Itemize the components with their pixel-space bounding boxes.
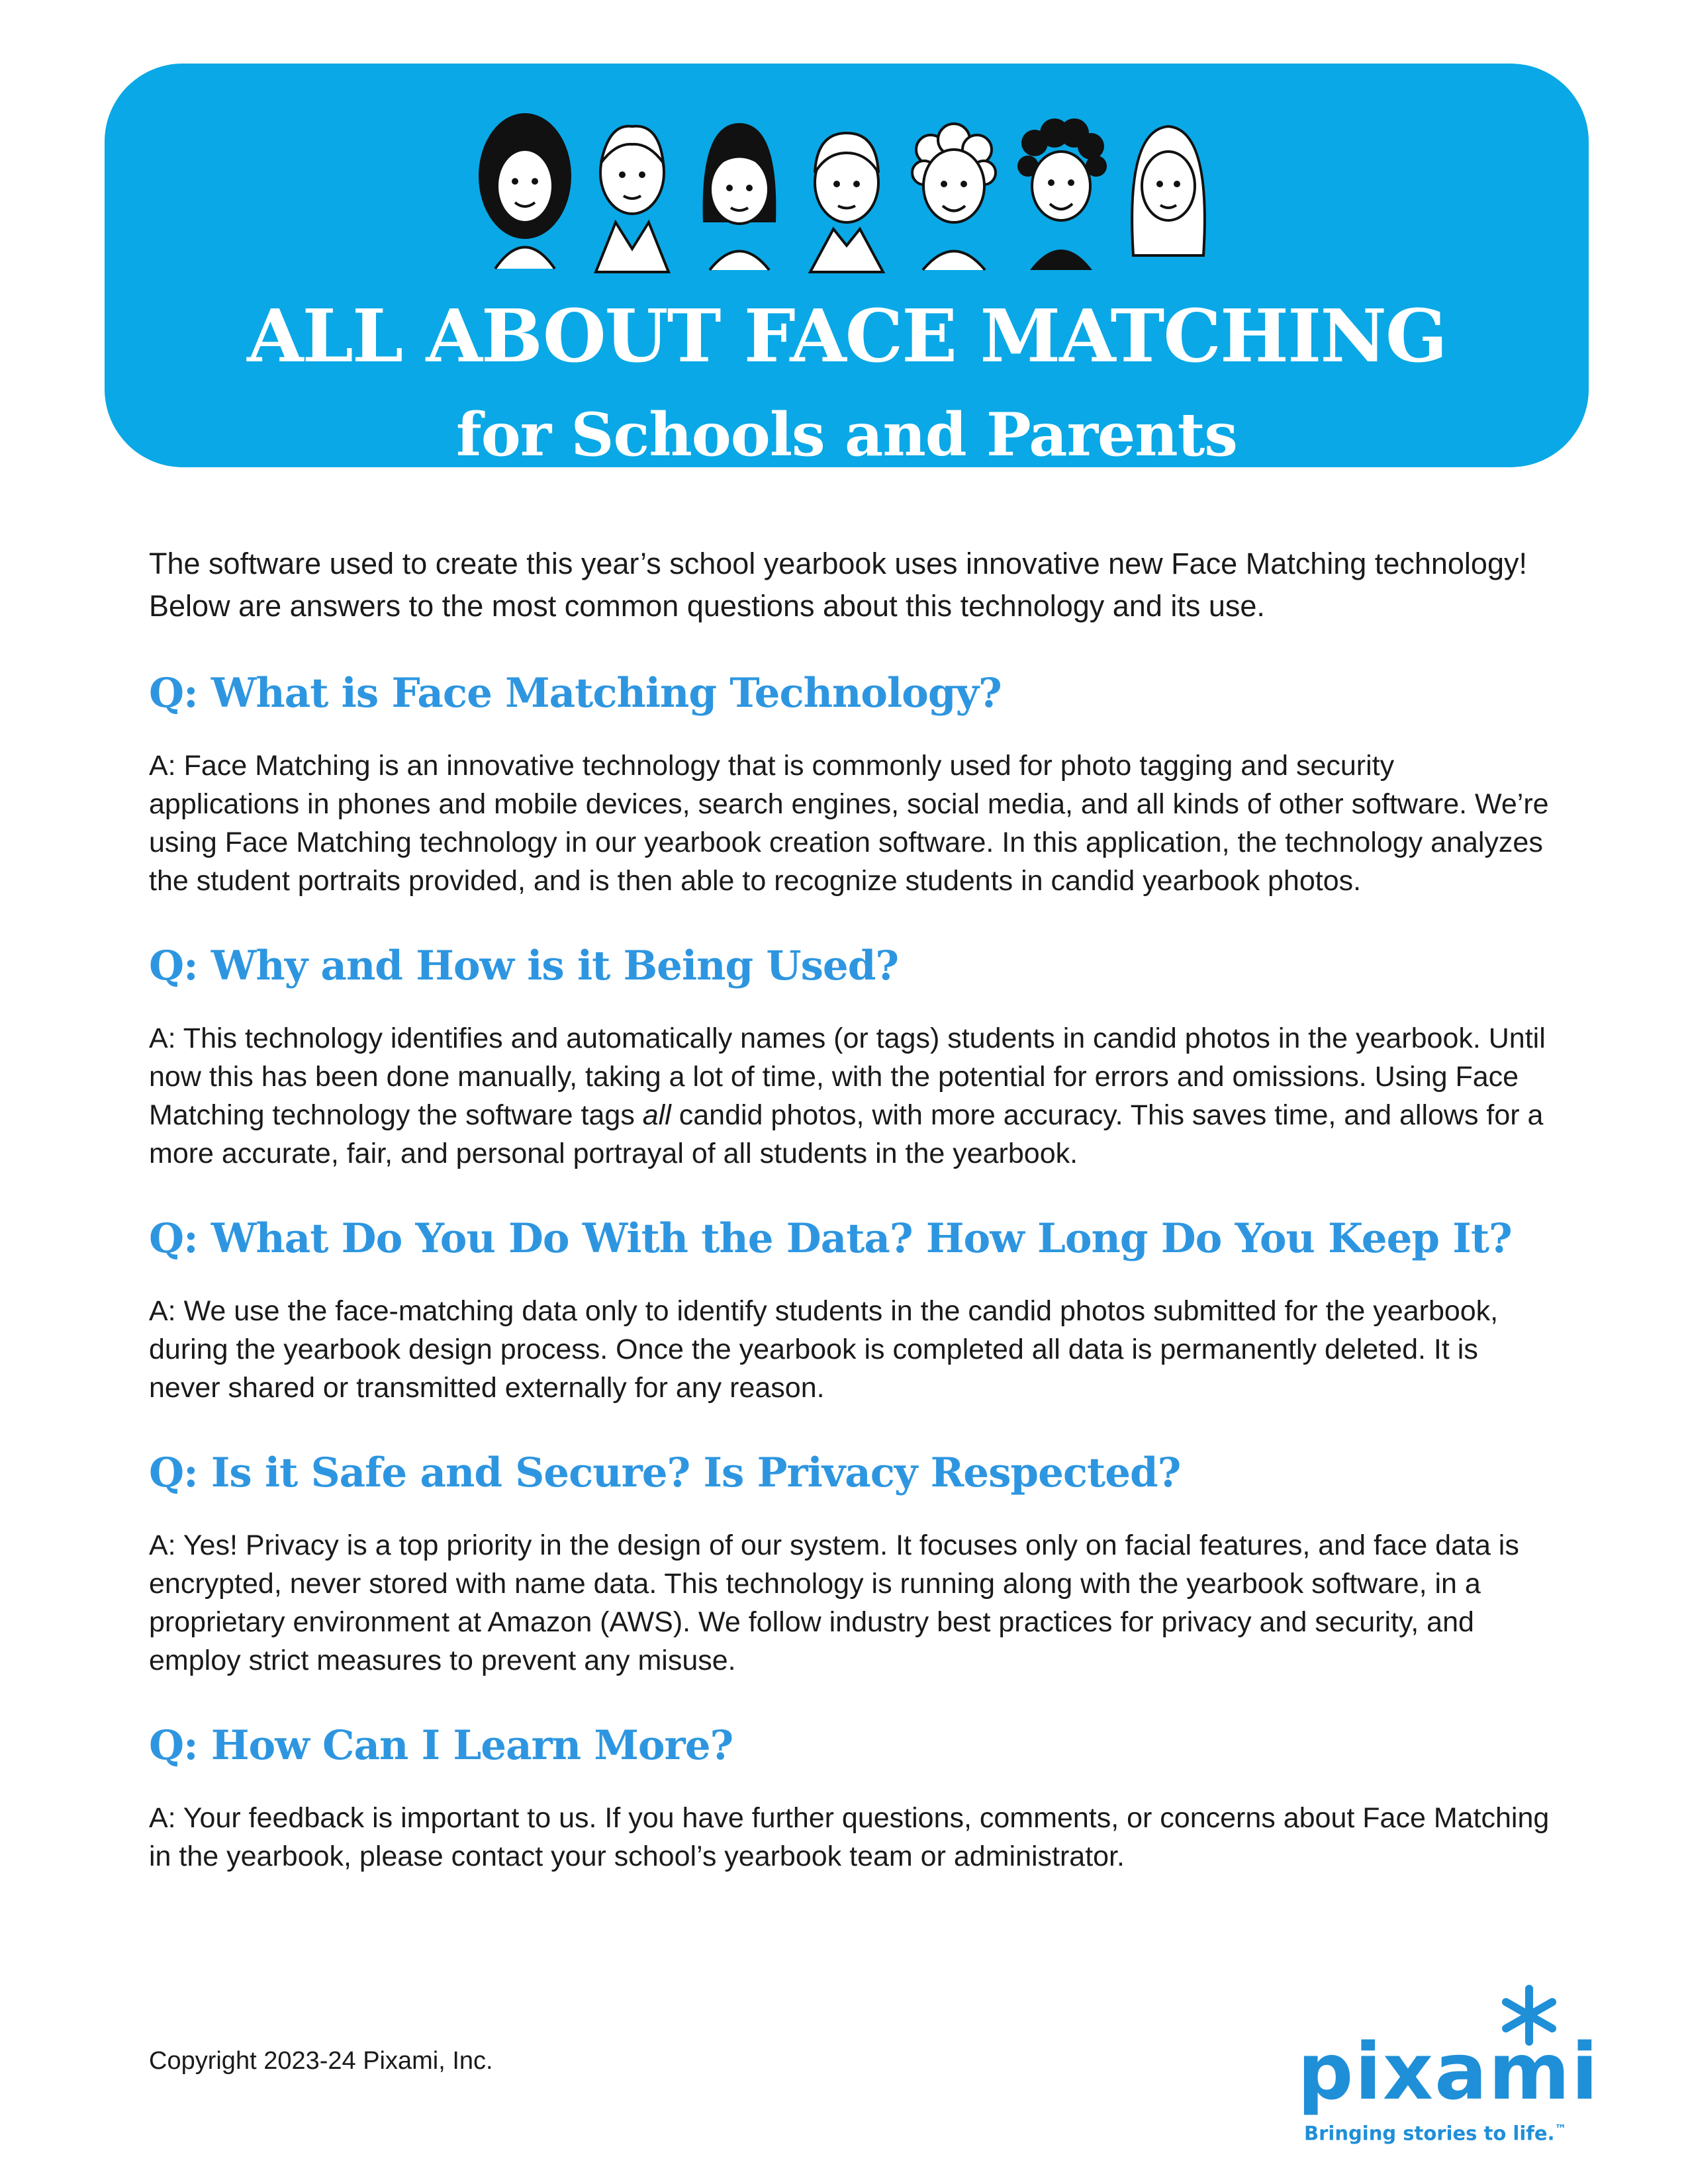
faq-answer-4: A: Yes! Privacy is a top priority in the design of our system. It focuses only on facial features, and face data is encrypted, never stored with name data. This technology is running along with the yearbook software, in a proprietary environment at Amazon (AWS). We follow industry best practices for privacy and security, and employ strict measures to prevent any misuse. xyxy=(149,1529,1519,1676)
faq-answer-5: A: Your feedback is important to us. If you have further questions, comments, or concerns about Face Matching in the yearbook, please contact your school’s yearbook team or administrator. xyxy=(149,1802,1550,1872)
logo-wordmark: pixami xyxy=(1297,2026,1600,2117)
faq-question-4: Q: Is it Safe and Secure? Is Privacy Respected? xyxy=(149,1449,1181,1496)
logo-trademark: ™ xyxy=(1554,2122,1567,2136)
faq-answer-2-part-1: A: This technology identifies and automatically names (or tags) students in candid photos in the yearbook. Until now this has been done manually, taking a lot of time, with the potential for errors and omissions. Using Face Matching technology the software tags xyxy=(149,1023,1546,1131)
header-banner xyxy=(105,64,1589,470)
student-face-3-icon xyxy=(690,97,789,275)
student-faces-illustration xyxy=(105,97,1589,282)
logo-tagline xyxy=(1304,2118,1582,2146)
faq-answer-2 xyxy=(149,1019,1552,1173)
intro-paragraph: The software used to create this year’s school yearbook uses innovative new Face Matching technology! Below are answers to the most common questions about this technology and its use. xyxy=(149,547,1527,623)
pixami-logo xyxy=(1297,1982,1600,2154)
main-content xyxy=(149,543,1552,1915)
student-face-7-icon xyxy=(1119,97,1218,275)
student-face-4-icon xyxy=(797,97,896,275)
faq-answer-3: A: We use the face-matching data only to identify students in the candid photos submitted for the yearbook, during the yearbook design process. Once the yearbook is completed all data is permanently deleted. It is never shared or transmitted externally for any reason. xyxy=(149,1295,1499,1404)
copyright-text: Copyright 2023-24 Pixami, Inc. xyxy=(149,2047,493,2075)
logo-tagline-text: Bringing stories to life. xyxy=(1304,2122,1555,2145)
student-face-5-icon xyxy=(904,97,1004,275)
student-face-6-icon xyxy=(1011,97,1111,275)
faq-question-5: Q: How Can I Learn More? xyxy=(149,1722,733,1769)
faq-answer-2-emphasis: all xyxy=(642,1099,671,1131)
faq-answer-1: A: Face Matching is an innovative technology that is commonly used for photo tagging and security applications in phones and mobile devices, search engines, social media, and all kinds of other software. We’re using Face Matching technology in our yearbook creation software. In this application, the technology analyzes the student portraits provided, and is then able to recognize students in candid yearbook photos. xyxy=(149,750,1549,897)
faq-answer-2-part-2: candid photos, with more accuracy. This saves time, and allows for a more accurate, fair, and personal portrayal of all students in the yearbook. xyxy=(149,1099,1544,1169)
faq-question-2: Q: Why and How is it Being Used? xyxy=(149,942,899,989)
page-subtitle: for Schools and Parents xyxy=(456,400,1237,470)
student-face-1-icon xyxy=(475,97,575,275)
page-title: ALL ABOUT FACE MATCHING xyxy=(247,293,1446,379)
faq-question-1: Q: What is Face Matching Technology? xyxy=(149,670,1002,717)
student-face-2-icon xyxy=(583,97,682,275)
faq-question-3: Q: What Do You Do With the Data? How Long Do You Keep It? xyxy=(149,1215,1512,1262)
